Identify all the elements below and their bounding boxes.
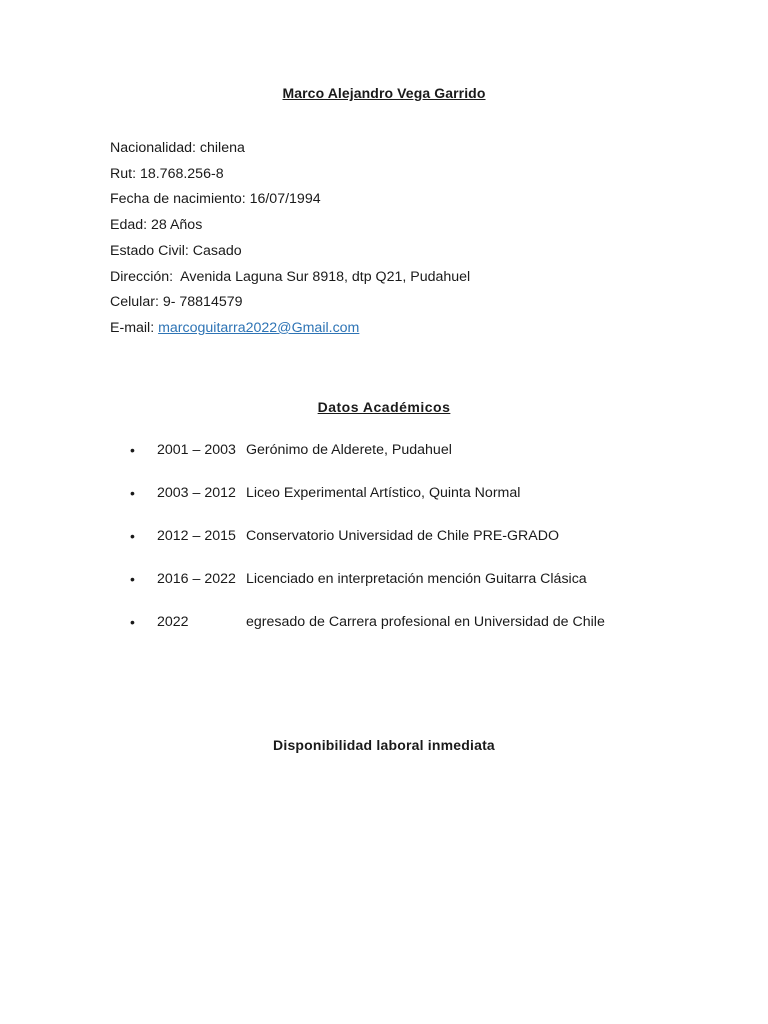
bullet-icon: • bbox=[130, 528, 135, 544]
edu-year: 2016 – 2022 bbox=[157, 571, 236, 587]
rut-line: Rut: 18.768.256-8 bbox=[110, 165, 224, 182]
edu-description: Liceo Experimental Artístico, Quinta Normal bbox=[246, 485, 521, 501]
email-line bbox=[110, 316, 470, 342]
document-title: Marco Alejandro Vega Garrido bbox=[282, 85, 486, 101]
edu-description: Gerónimo de Alderete, Pudahuel bbox=[246, 442, 452, 458]
edu-description: Conservatorio Universidad de Chile PRE-GRADO bbox=[246, 528, 560, 544]
academic-section-heading: Datos Académicos bbox=[317, 399, 451, 415]
civil-status-line: Estado Civil: Casado bbox=[110, 242, 242, 259]
bullet-icon: • bbox=[130, 485, 135, 501]
list-item bbox=[0, 612, 605, 655]
list-item bbox=[0, 526, 560, 569]
edu-year: 2012 – 2015 bbox=[157, 528, 236, 544]
availability-heading: Disponibilidad laboral inmediata bbox=[273, 737, 495, 753]
edu-description: Licenciado en interpretación mención Guitarra Clásica bbox=[246, 571, 587, 587]
personal-info-block bbox=[110, 136, 470, 342]
phone-line: Celular: 9- 78814579 bbox=[110, 294, 243, 311]
edu-year: 2003 – 2012 bbox=[157, 485, 236, 501]
bullet-icon: • bbox=[130, 442, 135, 458]
list-item bbox=[0, 483, 521, 526]
nationality-line: Nacionalidad: chilena bbox=[110, 140, 245, 156]
bullet-icon: • bbox=[130, 614, 135, 630]
edu-year: 2022 bbox=[157, 614, 189, 630]
edu-year: 2001 – 2003 bbox=[157, 442, 236, 458]
academic-list bbox=[0, 440, 605, 655]
address-line: Dirección: Avenida Laguna Sur 8918, dtp Q21, Pudahuel bbox=[110, 268, 471, 285]
email-label: E-mail: bbox=[110, 319, 159, 336]
list-item bbox=[0, 569, 587, 612]
birth-date-line: Fecha de nacimiento: 16/07/1994 bbox=[110, 191, 321, 208]
email-link[interactable]: marcoguitarra2022@Gmail.com bbox=[158, 319, 360, 336]
age-line: Edad: 28 Años bbox=[110, 217, 203, 234]
list-item bbox=[0, 440, 452, 483]
edu-description: egresado de Carrera profesional en Universidad de Chile bbox=[246, 614, 605, 630]
bullet-icon: • bbox=[130, 571, 135, 587]
